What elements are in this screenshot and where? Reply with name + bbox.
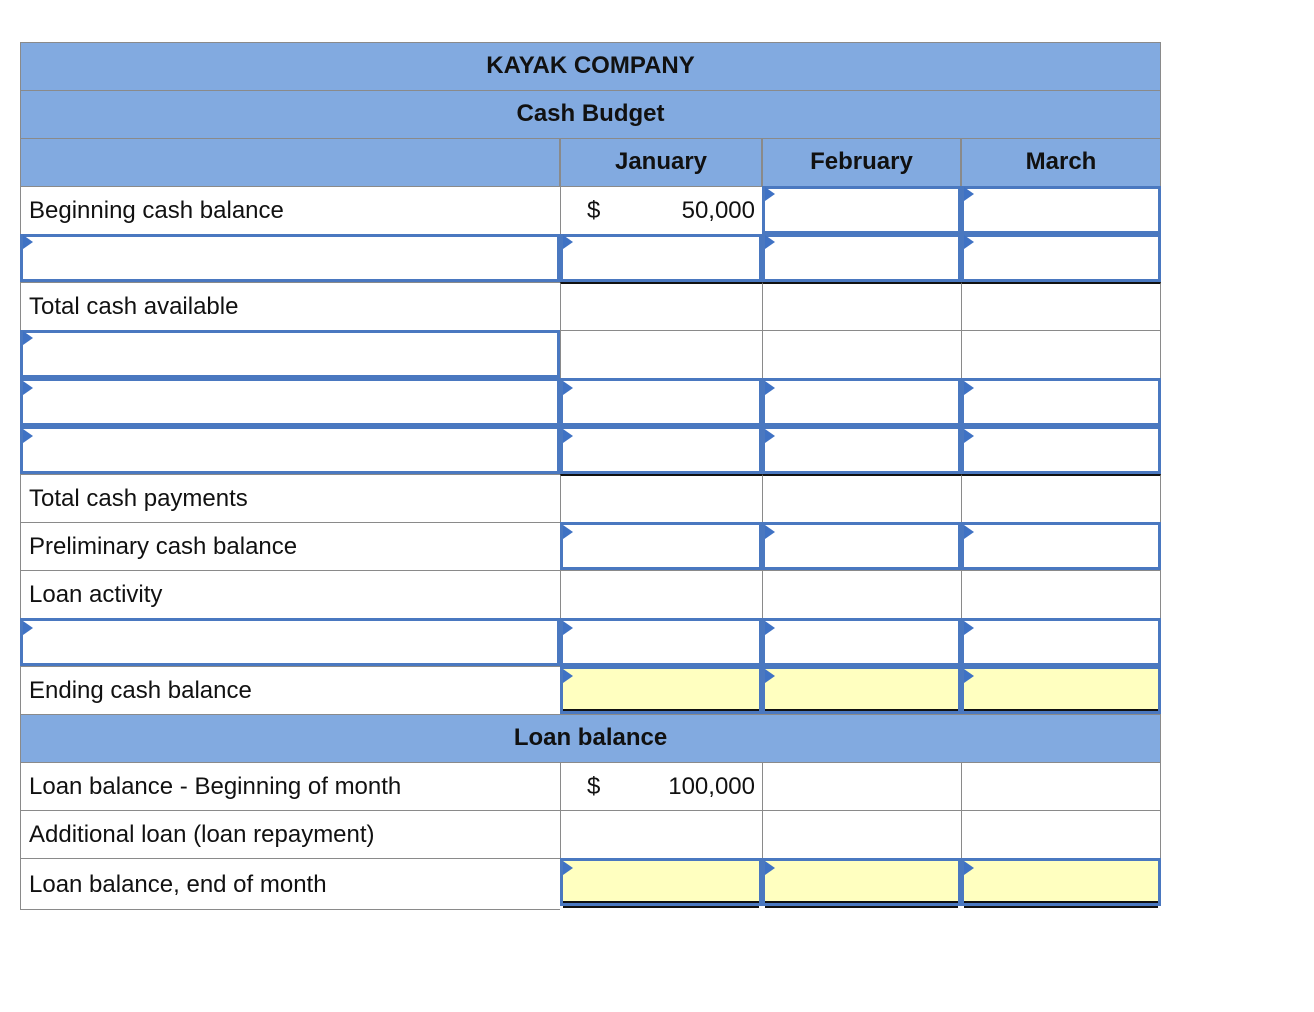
row-beginning-cash-balance <box>20 186 1161 234</box>
row-payment-input-2 <box>20 426 1161 474</box>
row-loan-balance-end <box>20 858 1161 910</box>
preliminary-cash-march-input[interactable] <box>961 522 1161 570</box>
month-header-march: March <box>961 138 1161 186</box>
input-marker-icon <box>765 621 775 635</box>
row-loan-activity-input <box>20 618 1161 666</box>
row-receipts-input <box>20 234 1161 282</box>
beginning-cash-march-input[interactable] <box>961 186 1161 234</box>
input-marker-icon <box>765 669 775 683</box>
input-marker-icon <box>765 381 775 395</box>
input-marker-icon <box>964 381 974 395</box>
input-marker-icon <box>563 429 573 443</box>
input-marker-icon <box>765 861 775 875</box>
row-preliminary-cash-balance <box>20 522 1161 570</box>
preliminary-cash-january-input[interactable] <box>560 522 762 570</box>
row-label: Total cash payments <box>20 474 560 522</box>
total-cash-payments-march <box>961 474 1161 522</box>
row-label: Additional loan (loan repayment) <box>20 810 560 858</box>
input-marker-icon <box>964 669 974 683</box>
cash-budget-sheet <box>20 42 1161 910</box>
row-additional-loan <box>20 810 1161 858</box>
header-months-row <box>20 138 1161 186</box>
receipt-label-input[interactable] <box>20 234 560 282</box>
payment-1-label-input[interactable] <box>20 378 560 426</box>
row-label: Loan activity <box>20 570 560 618</box>
preliminary-cash-february-input[interactable] <box>762 522 961 570</box>
input-marker-icon <box>563 669 573 683</box>
input-marker-icon <box>23 331 33 345</box>
loan-balance-end-january-input[interactable] <box>560 858 762 906</box>
input-marker-icon <box>964 235 974 249</box>
value-cell-january <box>560 186 762 234</box>
row-label: Total cash available <box>20 282 560 330</box>
row-loan-balance-beginning <box>20 762 1161 810</box>
row-total-cash-available <box>20 282 1161 330</box>
input-marker-icon <box>563 621 573 635</box>
total-cash-payments-february <box>762 474 961 522</box>
receipt-january-input[interactable] <box>560 234 762 282</box>
input-marker-icon <box>563 381 573 395</box>
input-marker-icon <box>964 187 974 201</box>
total-cash-payments-january <box>560 474 762 522</box>
input-marker-icon <box>765 525 775 539</box>
month-header-january: January <box>560 138 762 186</box>
receipt-march-input[interactable] <box>961 234 1161 282</box>
input-marker-icon <box>964 429 974 443</box>
payment-1-february-input[interactable] <box>762 378 961 426</box>
input-marker-icon <box>964 861 974 875</box>
input-marker-icon <box>765 235 775 249</box>
payments-label-input[interactable] <box>20 330 560 378</box>
row-label: Preliminary cash balance <box>20 522 560 570</box>
row-total-cash-payments <box>20 474 1161 522</box>
ending-cash-march-input[interactable] <box>961 666 1161 714</box>
loan-balance-end-march-input[interactable] <box>961 858 1161 906</box>
payment-2-label-input[interactable] <box>20 426 560 474</box>
header-company-row <box>20 42 1161 90</box>
payment-2-january-input[interactable] <box>560 426 762 474</box>
row-label: Ending cash balance <box>20 666 560 714</box>
row-payment-input-1 <box>20 378 1161 426</box>
input-marker-icon <box>964 525 974 539</box>
row-label: Loan balance - Beginning of month <box>20 762 560 810</box>
month-header-february: February <box>762 138 961 186</box>
input-marker-icon <box>23 381 33 395</box>
beginning-cash-february-input[interactable] <box>762 186 961 234</box>
input-marker-icon <box>23 621 33 635</box>
row-payments-label-input <box>20 330 1161 378</box>
payment-2-february-input[interactable] <box>762 426 961 474</box>
loan-activity-label-input[interactable] <box>20 618 560 666</box>
loan-activity-march-input[interactable] <box>961 618 1161 666</box>
loan-balance-end-february-input[interactable] <box>762 858 961 906</box>
beginning-cash-january: 50,000 <box>681 197 755 224</box>
header-title-row <box>20 90 1161 138</box>
receipt-february-input[interactable] <box>762 234 961 282</box>
currency-symbol: $ <box>587 773 601 800</box>
input-marker-icon <box>23 429 33 443</box>
ending-cash-january-input[interactable] <box>560 666 762 714</box>
loan-balance-header-row <box>20 714 1161 762</box>
row-ending-cash-balance <box>20 666 1161 714</box>
input-marker-icon <box>563 525 573 539</box>
sheet-title: Cash Budget <box>516 100 665 127</box>
loan-balance-beginning-january: 100,000 <box>668 773 755 800</box>
input-marker-icon <box>964 621 974 635</box>
input-marker-icon <box>765 429 775 443</box>
row-label: Beginning cash balance <box>20 186 560 234</box>
input-marker-icon <box>563 235 573 249</box>
company-name: KAYAK COMPANY <box>486 52 695 79</box>
payment-2-march-input[interactable] <box>961 426 1161 474</box>
total-cash-available-march <box>961 282 1161 330</box>
input-marker-icon <box>563 861 573 875</box>
currency-symbol: $ <box>587 197 601 224</box>
ending-cash-february-input[interactable] <box>762 666 961 714</box>
loan-activity-january-input[interactable] <box>560 618 762 666</box>
row-loan-activity <box>20 570 1161 618</box>
value-cell-january <box>560 762 762 810</box>
loan-activity-february-input[interactable] <box>762 618 961 666</box>
payment-1-march-input[interactable] <box>961 378 1161 426</box>
total-cash-available-february <box>762 282 961 330</box>
input-marker-icon <box>765 187 775 201</box>
row-label: Loan balance, end of month <box>20 858 560 910</box>
input-marker-icon <box>23 235 33 249</box>
payment-1-january-input[interactable] <box>560 378 762 426</box>
loan-section-title: Loan balance <box>513 724 668 751</box>
total-cash-available-january <box>560 282 762 330</box>
